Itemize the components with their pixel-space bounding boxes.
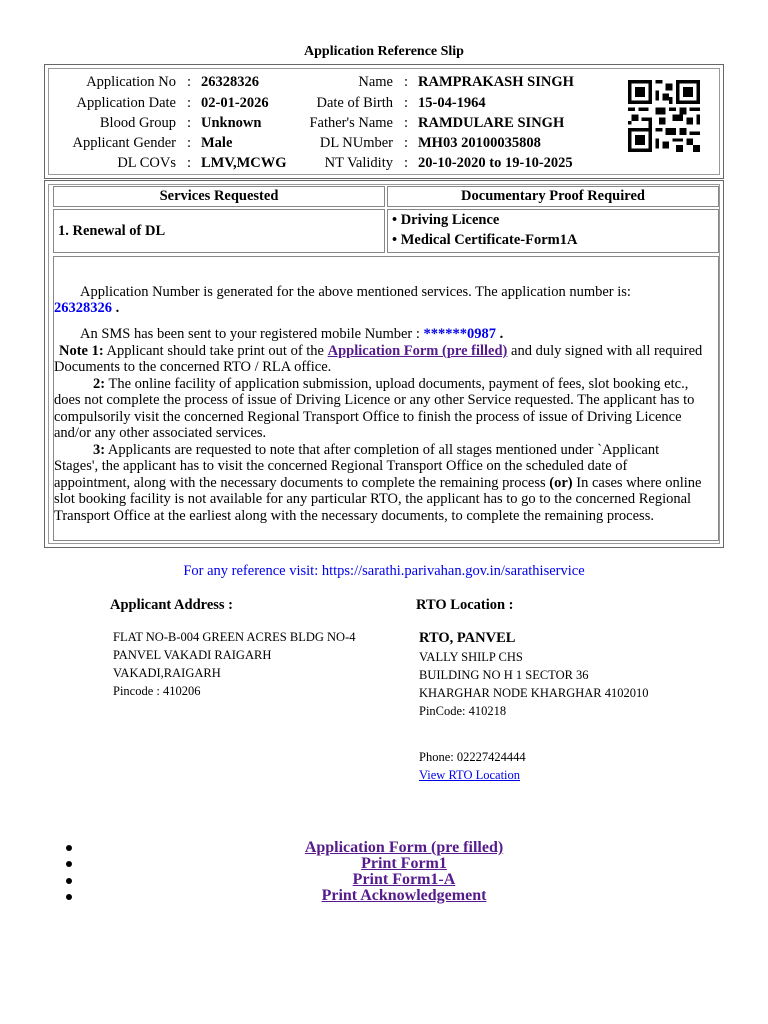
dob-value: 15-04-1964 [418,95,486,111]
note-1 [54,343,706,376]
dl-number-value: MH03 20100035808 [418,135,541,151]
blood-group-label: Blood Group [99,115,176,131]
print-form1-link[interactable]: Print Form1 [361,855,447,872]
dl-number-label: DL NUmber [319,135,393,151]
print-form1a-link[interactable]: Print Form1-A [352,871,456,888]
blood-group-value: Unknown [201,115,262,131]
dob-label: Date of Birth [316,95,393,111]
colon: : [187,95,192,111]
nt-validity-value: 20-10-2020 to 19-10-2025 [418,155,573,171]
father-name-label: Father's Name [309,115,393,131]
services-requested-header: Services Requested [53,186,385,207]
application-number-notice [54,284,706,317]
services-box [44,180,724,548]
proof-item-1: • Driving Licence [392,212,500,228]
note-1-label: Note 1: [59,343,104,359]
father-name-value: RAMDULARE SINGH [418,115,565,131]
gender-label: Applicant Gender [72,135,176,151]
address-line-1: FLAT NO-B-004 GREEN ACRES BLDG NO-4 [113,630,356,644]
colon: : [404,155,409,171]
sms-notice [54,326,706,342]
applicant-details-box [44,64,724,179]
qr-code-icon [628,80,700,152]
proof-cell [387,209,719,253]
colon: : [404,74,409,90]
sms-text: An SMS has been sent to your registered mobile Number : [80,326,424,342]
colon: : [187,135,192,151]
nt-validity-label: NT Validity [324,155,393,171]
note-2-text: The online facility of application submission, upload documents, payment of fees, slot booking etc., does not complete the process of issue of Driving Licence or any other Service requested. The applicant has to compulsorily visit the concerned Regional Transport Office to finish the process of issue of Driving Licence and/or any other associated services. [54,376,695,442]
note-2-label: 2: [93,376,106,392]
applicant-address [113,628,356,700]
notice-end: . [112,300,120,317]
app-no-value: 26328326 [201,74,259,90]
view-rto-location-link[interactable]: View RTO Location [419,768,521,782]
reference-link[interactable]: For any reference visit: https://sarathi.parivahan.gov.in/sarathiservice [183,563,585,579]
address-line-2: PANVEL VAKADI RAIGARH [113,648,272,662]
note-1-text-2: and duly signed with all required Documents to the concerned RTO / RLA office. [54,343,703,376]
note-1-text: Applicant should take print out of the [103,343,328,359]
colon: : [187,74,192,90]
name-value: RAMPRAKASH SINGH [418,74,574,90]
proof-item-2: • Medical Certificate-Form1A [392,232,578,248]
app-date-value: 02-01-2026 [201,95,269,111]
print-acknowledgement-link[interactable]: Print Acknowledgement [321,887,487,904]
rto-line-1: VALLY SHILP CHS [419,650,523,664]
address-line-3: VAKADI,RAIGARH [113,666,221,680]
service-cell [53,209,385,253]
app-date-label: Application Date [76,95,176,111]
documentary-proof-header: Documentary Proof Required [387,186,719,207]
note-3-label: 3: [93,442,106,458]
mobile-number: ******0987 [423,326,497,342]
app-no-label: Application No [86,74,176,90]
dl-covs-value: LMV,MCWG [201,155,287,171]
rto-address [419,629,649,784]
application-form-link[interactable]: Application Form (pre filled) [327,343,508,359]
colon: : [187,115,192,131]
rto-pincode: PinCode: 410218 [419,704,507,718]
page-title: Application Reference Slip [304,44,464,59]
notice-text: Application Number is generated for the above mentioned services. The application number is: [80,284,631,300]
application-number: 26328326 [54,300,112,317]
colon: : [404,115,409,131]
note-3-or: (or) [549,474,573,491]
application-form-link-bottom[interactable]: Application Form (pre filled) [304,839,504,856]
address-pincode: Pincode : 410206 [113,684,201,698]
applicant-address-heading: Applicant Address : [110,597,234,613]
rto-location-heading: RTO Location : [416,597,514,613]
gender-value: Male [201,135,233,151]
colon: : [404,95,409,111]
sms-end: . [496,326,504,342]
service-item: 1. Renewal of DL [58,223,166,239]
rto-phone: Phone: 02227424444 [419,750,526,764]
dl-covs-label: DL COVs [117,155,176,171]
rto-line-2: BUILDING NO H 1 SECTOR 36 [419,668,589,682]
note-2 [54,376,706,442]
link-row [0,887,768,905]
colon: : [404,135,409,151]
name-label: Name [358,74,393,90]
note-3 [54,442,706,524]
note-3-text-2: In cases where online slot booking facility is not available for any particular RTO, the applicant has to go to the concerned Regional Transport Office at the earliest along with the necessary documents, to complete the remaining process. [54,474,702,524]
rto-name: RTO, PANVEL [419,630,516,646]
colon: : [187,155,192,171]
rto-line-3: KHARGHAR NODE KHARGHAR 4102010 [419,686,649,700]
note-3-text: Applicants are requested to note that after completion of all stages mentioned under `Applicant Stages', the applicant has to visit the concerned Regional Transport Office on the scheduled date of appointment, along with the necessary documents to complete the remaining process [54,442,660,491]
